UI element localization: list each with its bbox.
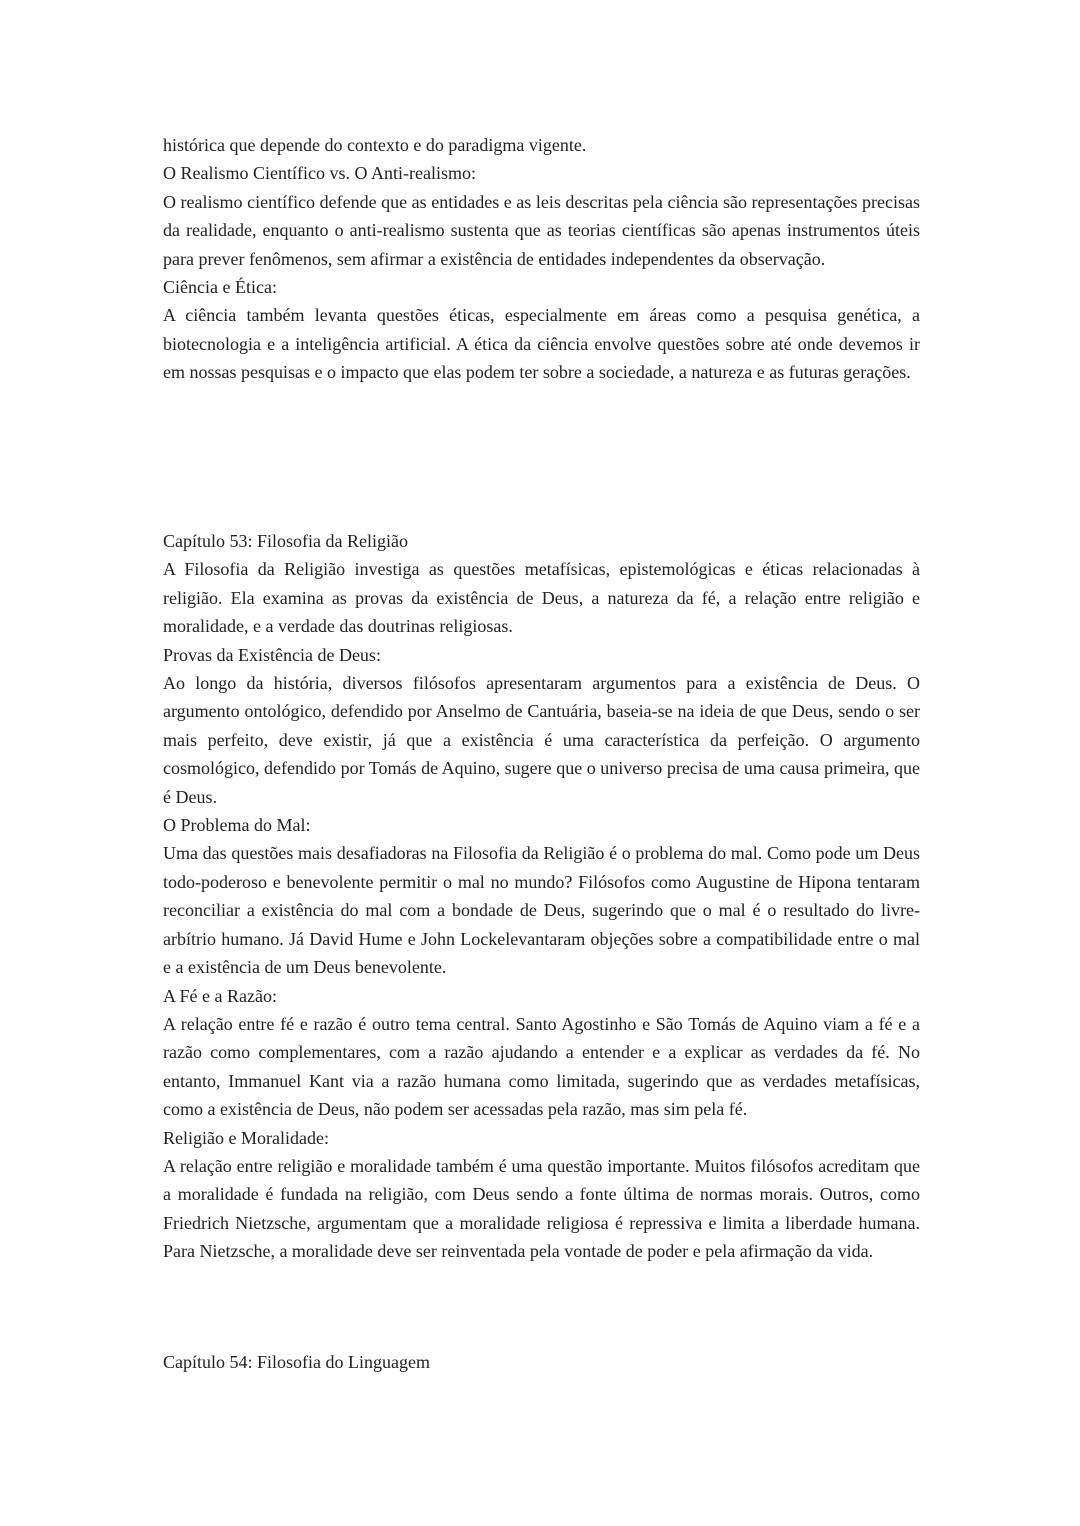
section-heading-realism: O Realismo Científico vs. O Anti-realismo: (163, 163, 476, 184)
paragraph-ethics: A ciência também levanta questões éticas, especialmente em áreas como a pesquisa genética, a biotecnologia e a inteligência artificial. A ética da ciência envolve questões sobre até onde devemos ir em nossas pesquisas e o impacto que elas podem ter sobre a sociedade, a natureza e as futuras gerações. (163, 305, 920, 383)
chapter-53-section (163, 527, 920, 1266)
chapter-53-title: Capítulo 53: Filosofia da Religião (163, 531, 408, 551)
section-heading-proofs: Provas da Existência de Deus: (163, 644, 381, 665)
chapter-54-title: Capítulo 54: Filosofia do Linguagem (163, 1352, 430, 1372)
paragraph-proofs: Ao longo da história, diversos filósofos apresentaram argumentos para a existência de Deus. O argumento ontológico, defendido por Anselmo de Cantuária, baseia-se na ideia de que Deus, sendo o ser mais perfeito, deve existir, já que a existência é uma característica da perfeição. O argumento cosmológico, defendido por Tomás de Aquino, sugere que o universo precisa de uma causa primeira, que é Deus. (163, 673, 920, 807)
chapter-54-section (163, 1348, 920, 1376)
section-heading-morality: Religião e Moralidade: (163, 1127, 329, 1148)
paragraph-faith: A relação entre fé e razão é outro tema central. Santo Agostinho e São Tomás de Aquino viam a fé e a razão como complementares, com a razão ajudando a entender e a explicar as verdades da fé. No entanto, Immanuel Kant via a razão humana como limitada, sugerindo que as verdades metafísicas, como a existência de Deus, não podem ser acessadas pela razão, mas sim pela fé. (163, 1013, 920, 1120)
section-heading-ethics: Ciência e Ética: (163, 277, 277, 298)
philosophy-of-science-continuation (163, 131, 920, 387)
paragraph-morality: A relação entre religião e moralidade também é uma questão importante. Muitos filósofos acreditam que a moralidade é fundada na religião, com Deus sendo a fonte última de normas morais. Outros, como Friedrich Nietzsche, argumentam que a moralidade religiosa é repressiva e limita a liberdade humana. Para Nietzsche, a moralidade deve ser reinventada pela vontade de poder e pela afirmação da vida. (163, 1155, 920, 1262)
continuation-line: histórica que depende do contexto e do paradigma vigente. (163, 135, 587, 155)
paragraph-intro: A Filosofia da Religião investiga as questões metafísicas, epistemológicas e éticas relacionadas à religião. Ela examina as provas da existência de Deus, a natureza da fé, a relação entre religião e moralidade, e a verdade das doutrinas religiosas. (163, 559, 920, 637)
section-heading-faith: A Fé e a Razão: (163, 985, 277, 1006)
paragraph-evil: Uma das questões mais desafiadoras na Filosofia da Religião é o problema do mal. Como pode um Deus todo-poderoso e benevolente permitir o mal no mundo? Filósofos como Augustine de Hipona tentaram reconciliar a existência do mal com a bondade de Deus, sugerindo que o mal é o resultado do livre-arbítrio humano. Já David Hume e John Lockelevantaram objeções sobre a compatibilidade entre o mal e a existência de um Deus benevolente. (163, 843, 920, 978)
section-heading-evil: O Problema do Mal: (163, 815, 311, 836)
paragraph-realism: O realismo científico defende que as entidades e as leis descritas pela ciência são representações precisas da realidade, enquanto o anti-realismo sustenta que as teorias científicas são apenas instrumentos úteis para prever fenômenos, sem afirmar a existência de entidades independentes da observação. (163, 191, 920, 269)
